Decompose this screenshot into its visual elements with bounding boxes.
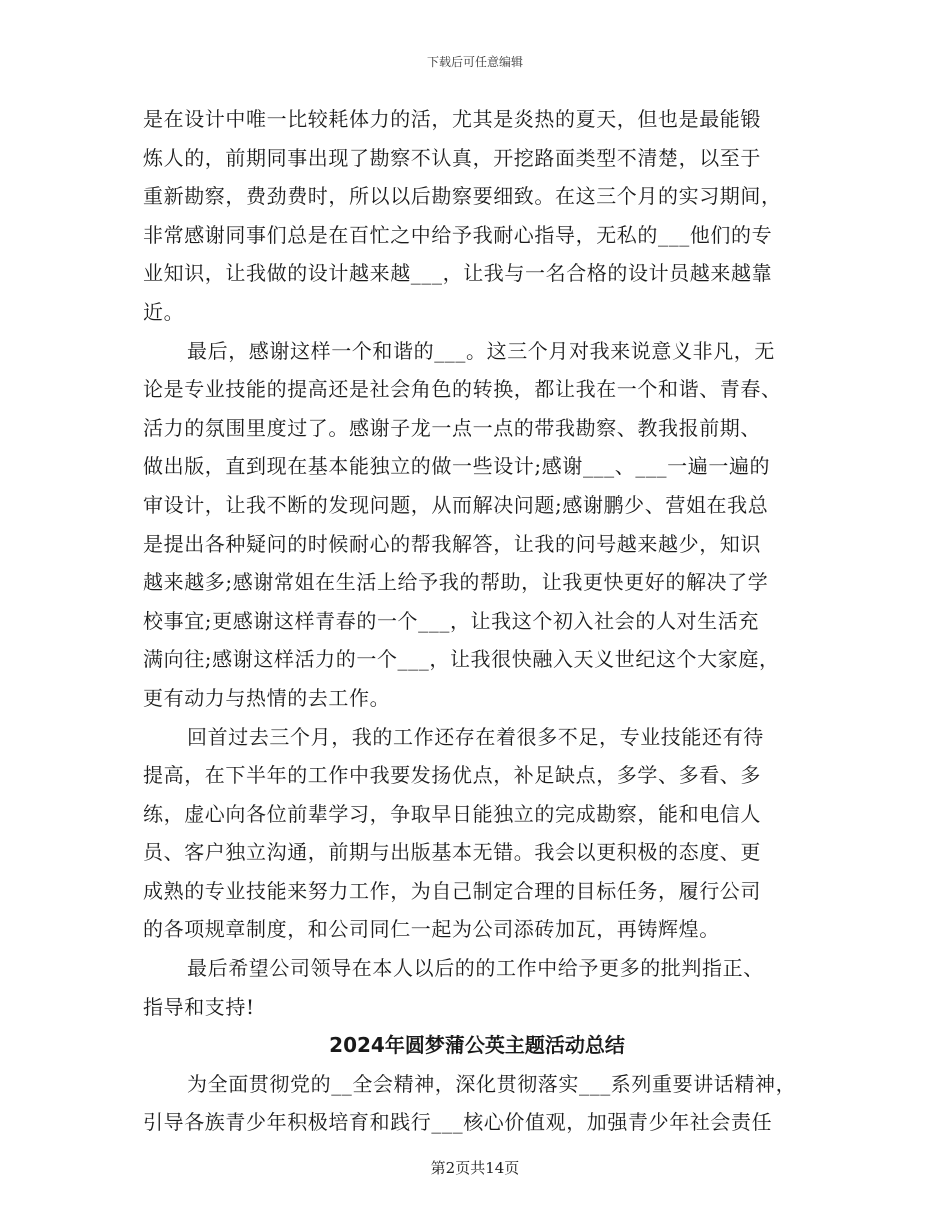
paragraph-start-line: 回首过去三个月，我的工作还存在着很多不足，专业技能还有待 (187, 724, 764, 749)
body-line: 论是专业技能的提高还是社会角色的转换，都让我在一个和谐、青春、 (143, 377, 782, 402)
body-line: 更有动力与热情的去工作。 (143, 685, 391, 710)
body-line: 是在设计中唯一比较耗体力的活，尤其是炎热的夏天，但也是最能锻 (143, 107, 761, 131)
paragraph-start-line: 最后，感谢这样一个和谐的___。这三个月对我来说意义非凡，无 (187, 338, 775, 363)
document-body (143, 100, 811, 1142)
body-line: 校事宜;更感谢这样青春的一个___，让我这个初入社会的人对生活充 (143, 608, 759, 633)
body-line: 引导各族青少年积极培育和践行___核心价值观，加强青少年社会责任 (143, 1110, 773, 1135)
paragraph-start-line: 为全面贯彻党的__全会精神，深化贯彻落实___系列重要讲话精神， (187, 1071, 797, 1096)
body-line: 满向往;感谢这样活力的一个___，让我很快融入天义世纪这个大家庭， (143, 647, 780, 672)
body-line: 活力的氛围里度过了。感谢子龙一点一点的带我勘察、教我报前期、 (143, 415, 761, 440)
paragraph-start-line: 最后希望公司领导在本人以后的的工作中给予更多的批判指正、 (187, 956, 764, 981)
body-line: 员、客户独立沟通，前期与出版基本无错。我会以更积极的态度、更 (143, 840, 761, 865)
page-number: 第2页共14页 (430, 1159, 520, 1177)
section-title: 2024年圆梦蒲公英主题活动总结 (329, 1033, 625, 1058)
body-line: 练，虚心向各位前辈学习，争取早日能独立的完成勘察，能和电信人 (143, 801, 761, 826)
page-header: 下载后可任意编辑 (426, 55, 523, 69)
body-line: 近。 (143, 299, 185, 324)
body-line: 是提出各种疑问的时候耐心的帮我解答，让我的问号越来越少，知识 (143, 531, 761, 556)
body-line: 指导和支持! (143, 994, 255, 1019)
body-line: 越来越多;感谢常姐在生活上给予我的帮助，让我更快更好的解决了学 (143, 570, 769, 595)
body-line: 审设计，让我不断的发现问题，从而解决问题;感谢鹏少、营姐在我总 (143, 492, 769, 517)
body-line: 炼人的，前期同事出现了勘察不认真，开挖路面类型不清楚，以至于 (143, 145, 761, 170)
body-line: 提高，在下半年的工作中我要发扬优点，补足缺点，多学、多看、多 (143, 763, 761, 788)
body-line: 的各项规章制度，和公司同仁一起为公司添砖加瓦，再铸辉煌。 (143, 917, 720, 942)
body-line: 业知识，让我做的设计越来越___，让我与一名合格的设计员越来越靠 (143, 261, 773, 286)
body-line: 非常感谢同事们总是在百忙之中给予我耐心指导，无私的___他们的专 (143, 222, 773, 247)
body-line: 重新勘察，费劲费时，所以以后勘察要细致。在这三个月的实习期间， (143, 184, 782, 209)
body-line: 做出版，直到现在基本能独立的做一些设计;感谢___、___一遍一遍的 (143, 454, 771, 479)
body-line: 成熟的专业技能来努力工作，为自己制定合理的目标任务，履行公司 (143, 878, 761, 903)
